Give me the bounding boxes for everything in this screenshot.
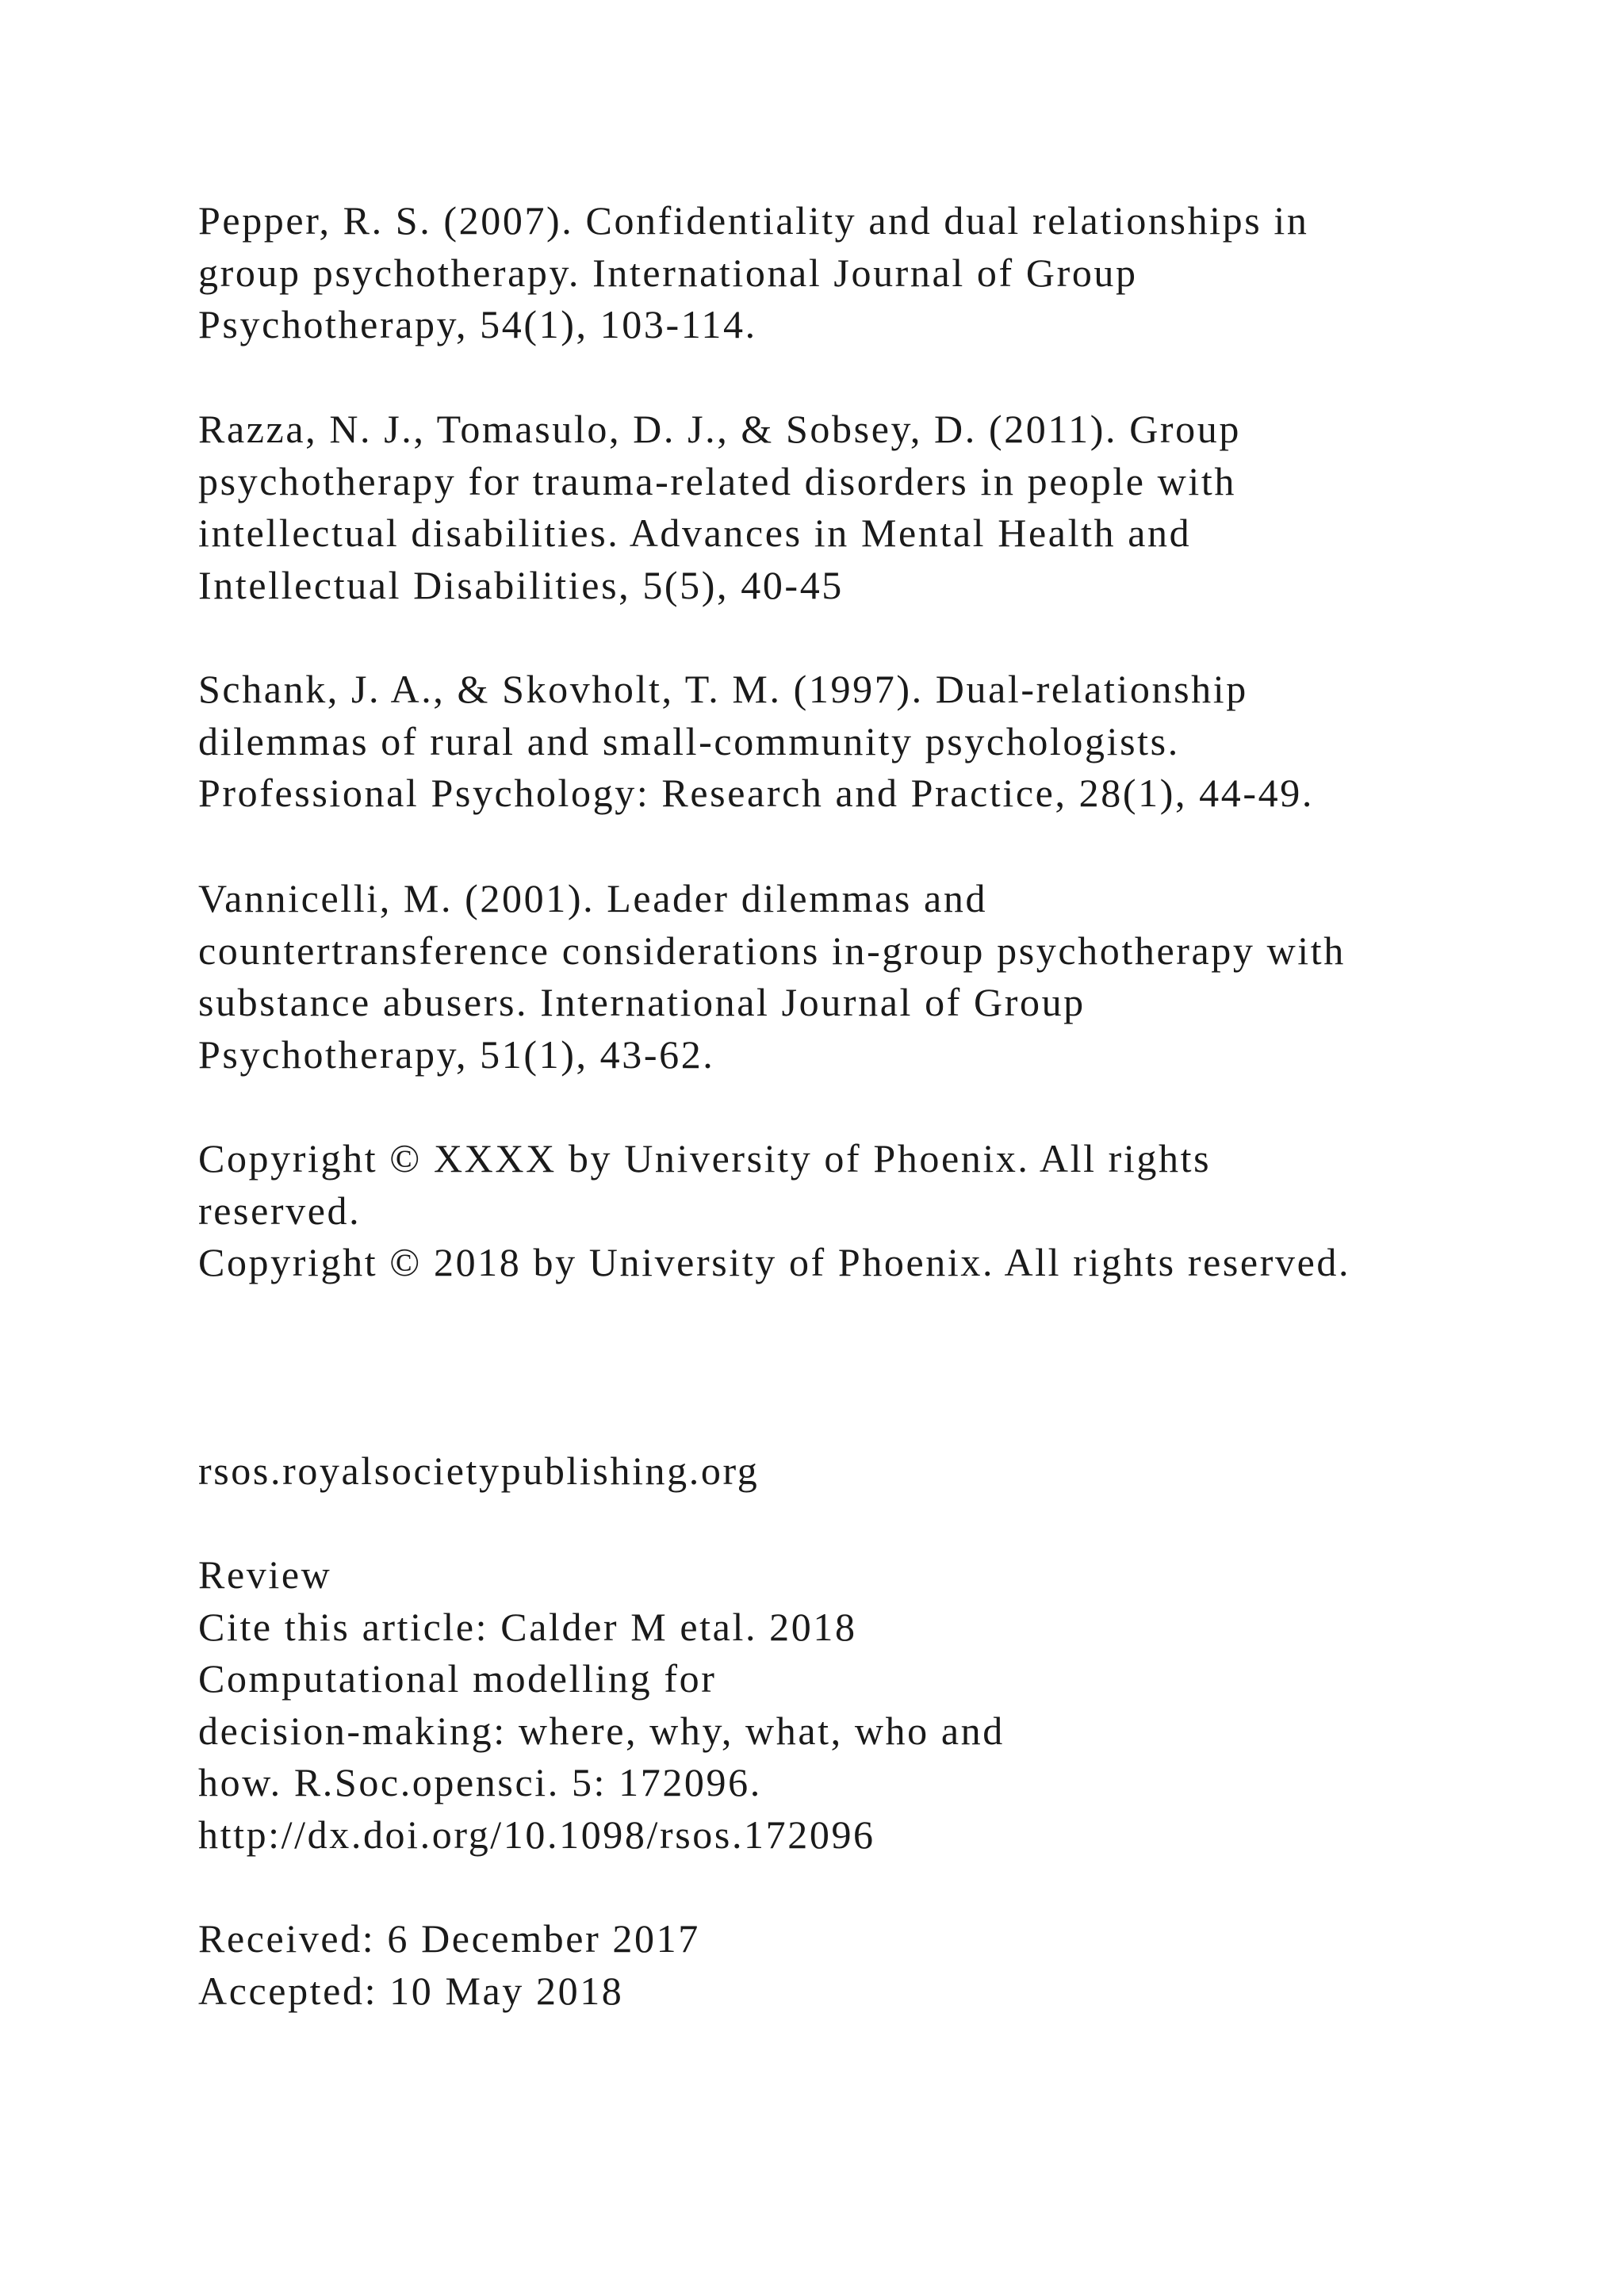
reference-line: Intellectual Disabilities, 5(5), 40-45 [198, 562, 844, 607]
copyright-line: reserved. [198, 1188, 362, 1233]
reference-line: Professional Psychology: Research and Practice, 28(1), 44-49. [198, 771, 1314, 815]
article-type: Review [198, 1552, 332, 1597]
reference-line: substance abusers. International Journal of Group [198, 980, 1086, 1024]
reference-line: Razza, N. J., Tomasulo, D. J., & Sobsey, D. (2011). Group [198, 407, 1241, 451]
reference-line: group psychotherapy. International Journal of Group [198, 250, 1138, 295]
received-date: Received: 6 December 2017 [198, 1916, 700, 1961]
journal-site [198, 1445, 1610, 1498]
reference-line: countertransference considerations in-group psychotherapy with [198, 928, 1346, 973]
copyright-notice [198, 1133, 1610, 1289]
reference-schank [198, 664, 1610, 820]
copyright-line: Copyright © XXXX by University of Phoenix. All rights [198, 1136, 1212, 1181]
citation-line: decision-making: where, why, what, who and [198, 1708, 1005, 1753]
copyright-line: Copyright © 2018 by University of Phoenix. All rights reserved. [198, 1240, 1351, 1284]
article-citation [198, 1549, 1610, 1861]
doi-line: http://dx.doi.org/10.1098/rsos.172096 [198, 1812, 875, 1857]
citation-line: Computational modelling for [198, 1656, 717, 1701]
accepted-date: Accepted: 10 May 2018 [198, 1968, 624, 2013]
reference-line: psychotherapy for trauma-related disorders in people with [198, 458, 1236, 503]
reference-line: dilemmas of rural and small-community psychologists. [198, 718, 1180, 763]
reference-line: Schank, J. A., & Skovholt, T. M. (1997). Dual-relationship [198, 667, 1248, 711]
reference-line: Vannicelli, M. (2001). Leader dilemmas and [198, 876, 988, 920]
journal-site-text: rsos.royalsocietypublishing.org [198, 1448, 760, 1493]
citation-line: how. R.Soc.opensci. 5: 172096. [198, 1760, 762, 1804]
reference-line: intellectual disabilities. Advances in Mental Health and [198, 511, 1192, 555]
reference-line: Psychotherapy, 54(1), 103-114. [198, 302, 757, 346]
reference-pepper [198, 195, 1610, 351]
reference-vannicelli [198, 873, 1610, 1081]
reference-line: Pepper, R. S. (2007). Confidentiality and dual relationships in [198, 198, 1309, 243]
reference-line: Psychotherapy, 51(1), 43-62. [198, 1031, 715, 1077]
citation-line: Cite this article: Calder M etal. 2018 [198, 1604, 857, 1649]
article-dates [198, 1913, 1610, 2017]
reference-razza [198, 404, 1610, 611]
